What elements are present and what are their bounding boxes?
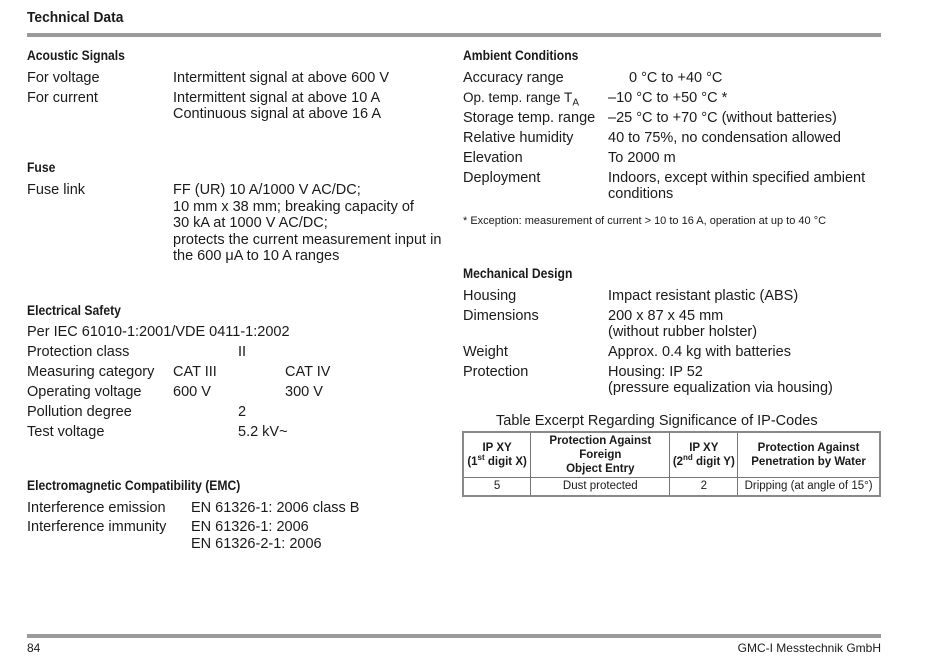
- col-water: [738, 432, 880, 478]
- voltage-value: Intermittent signal at above 600 V: [173, 70, 390, 86]
- current-value-2: Continuous signal at above 16 A: [173, 106, 381, 122]
- cell-x-desc: Dust protected: [531, 478, 670, 497]
- operating-voltage-cat-iii: 600 V: [173, 384, 211, 400]
- cat-iii-value: CAT III: [173, 364, 217, 380]
- page-title: Technical Data: [27, 9, 124, 26]
- fuse-line: FF (UR) 10 A/1000 V AC/DC;: [173, 182, 361, 198]
- protection-value-2: (pressure equalization via housing): [608, 380, 833, 396]
- fuse-heading: Fuse: [27, 160, 56, 175]
- cell-y: 2: [670, 478, 738, 497]
- col-foreign-line2: Object Entry: [566, 463, 635, 475]
- fuse-line: the 600 μA to 10 A ranges: [173, 248, 340, 264]
- col-ip-second-line1: IP XY: [689, 442, 719, 454]
- pollution-degree-value: 2: [238, 404, 247, 420]
- interference-emission-value: EN 61326-1: 2006 class B: [191, 500, 360, 516]
- cell-y-desc: Dripping (at angle of 15°): [738, 478, 880, 497]
- interference-immunity-value-1: EN 61326-1: 2006: [191, 519, 309, 535]
- interference-immunity-value-2: EN 61326-2-1: 2006: [191, 536, 322, 552]
- col-ip-second-digit: [670, 432, 738, 478]
- electrical-safety-heading: Electrical Safety: [27, 303, 121, 318]
- op-temp-range-value: –10 °C to +50 °C *: [608, 90, 728, 106]
- test-voltage-value: 5.2 kV~: [238, 424, 288, 440]
- protection-label: Protection: [463, 364, 529, 380]
- test-voltage-label: Test voltage: [27, 424, 105, 440]
- table-header-row: [463, 432, 880, 478]
- col-ip-second-pre: (2: [672, 456, 684, 468]
- accuracy-range-value: 0 °C to +40 °C: [629, 70, 723, 86]
- header-rule: [27, 33, 881, 37]
- col-ip-first-line1: IP XY: [482, 442, 512, 454]
- col-ip-second-sup: nd: [683, 453, 693, 463]
- protection-class-value: II: [238, 344, 247, 360]
- col-ip-second-post: digit Y): [692, 456, 735, 468]
- fuse-line: 10 mm x 38 mm; breaking capacity of: [173, 199, 414, 215]
- col-foreign-line1: Protection Against Foreign: [549, 435, 652, 461]
- protection-class-label: Protection class: [27, 344, 130, 360]
- fuse-line: protects the current measurement input in: [173, 232, 442, 248]
- op-temp-range-label-text: Op. temp. range T: [463, 90, 573, 105]
- current-value-1: Intermittent signal at above 10 A: [173, 90, 381, 106]
- dimensions-value-1: 200 x 87 x 45 mm: [608, 308, 724, 324]
- deployment-value-1: Indoors, except within specified ambient: [608, 170, 866, 186]
- ambient-footnote: * Exception: measurement of current > 10 to 16 A, operation at up to 40 °C: [463, 215, 827, 227]
- col-ip-first-post: digit X): [484, 456, 527, 468]
- col-water-line1: Protection Against: [757, 442, 860, 454]
- measuring-category-label: Measuring category: [27, 364, 155, 380]
- ip-codes-table: [462, 431, 881, 497]
- housing-label: Housing: [463, 288, 517, 304]
- op-temp-subscript: A: [572, 97, 579, 109]
- fuse-link-label: Fuse link: [27, 182, 86, 198]
- mechanical-design-heading: Mechanical Design: [463, 266, 573, 281]
- interference-immunity-label: Interference immunity: [27, 519, 167, 535]
- interference-emission-label: Interference emission: [27, 500, 166, 516]
- col-water-line2: Penetration by Water: [751, 456, 866, 468]
- ip-table-caption: Table Excerpt Regarding Significance of IP-Codes: [496, 413, 818, 429]
- protection-value-1: Housing: IP 52: [608, 364, 703, 380]
- col-ip-first-digit: [463, 432, 531, 478]
- page-number: 84: [27, 641, 41, 655]
- pollution-degree-label: Pollution degree: [27, 404, 132, 420]
- operating-voltage-cat-iv: 300 V: [285, 384, 323, 400]
- table-row: [463, 478, 880, 497]
- emc-heading: Electromagnetic Compatibility (EMC): [27, 478, 241, 493]
- dimensions-value-2: (without rubber holster): [608, 324, 758, 340]
- safety-standard: Per IEC 61010-1:2001/VDE 0411-1:2002: [27, 324, 290, 340]
- elevation-value: To 2000 m: [608, 150, 676, 166]
- ambient-conditions-heading: Ambient Conditions: [463, 48, 579, 63]
- relative-humidity-value: 40 to 75%, no condensation allowed: [608, 130, 841, 146]
- deployment-value-2: conditions: [608, 186, 674, 202]
- weight-value: Approx. 0.4 kg with batteries: [608, 344, 791, 360]
- voltage-label: For voltage: [27, 70, 100, 86]
- col-ip-first-pre: (1: [467, 456, 478, 468]
- col-ip-first-sup: st: [477, 453, 485, 463]
- storage-temp-value: –25 °C to +70 °C (without batteries): [608, 110, 837, 126]
- relative-humidity-label: Relative humidity: [463, 130, 574, 146]
- elevation-label: Elevation: [463, 150, 523, 166]
- footer-rule: [27, 634, 881, 638]
- cat-iv-value: CAT IV: [285, 364, 331, 380]
- operating-voltage-label: Operating voltage: [27, 384, 142, 400]
- company-name: GMC-I Messtechnik GmbH: [737, 641, 881, 655]
- current-label: For current: [27, 90, 98, 106]
- col-foreign-object: [531, 432, 670, 478]
- housing-value: Impact resistant plastic (ABS): [608, 288, 799, 304]
- weight-label: Weight: [463, 344, 508, 360]
- acoustic-signals-heading: Acoustic Signals: [27, 48, 125, 63]
- storage-temp-label: Storage temp. range: [463, 110, 596, 126]
- cell-x: 5: [463, 478, 531, 497]
- deployment-label: Deployment: [463, 170, 541, 186]
- dimensions-label: Dimensions: [463, 308, 539, 324]
- op-temp-range-label: [463, 90, 579, 107]
- fuse-line: 30 kA at 1000 V AC/DC;: [173, 215, 328, 231]
- accuracy-range-label: Accuracy range: [463, 70, 564, 86]
